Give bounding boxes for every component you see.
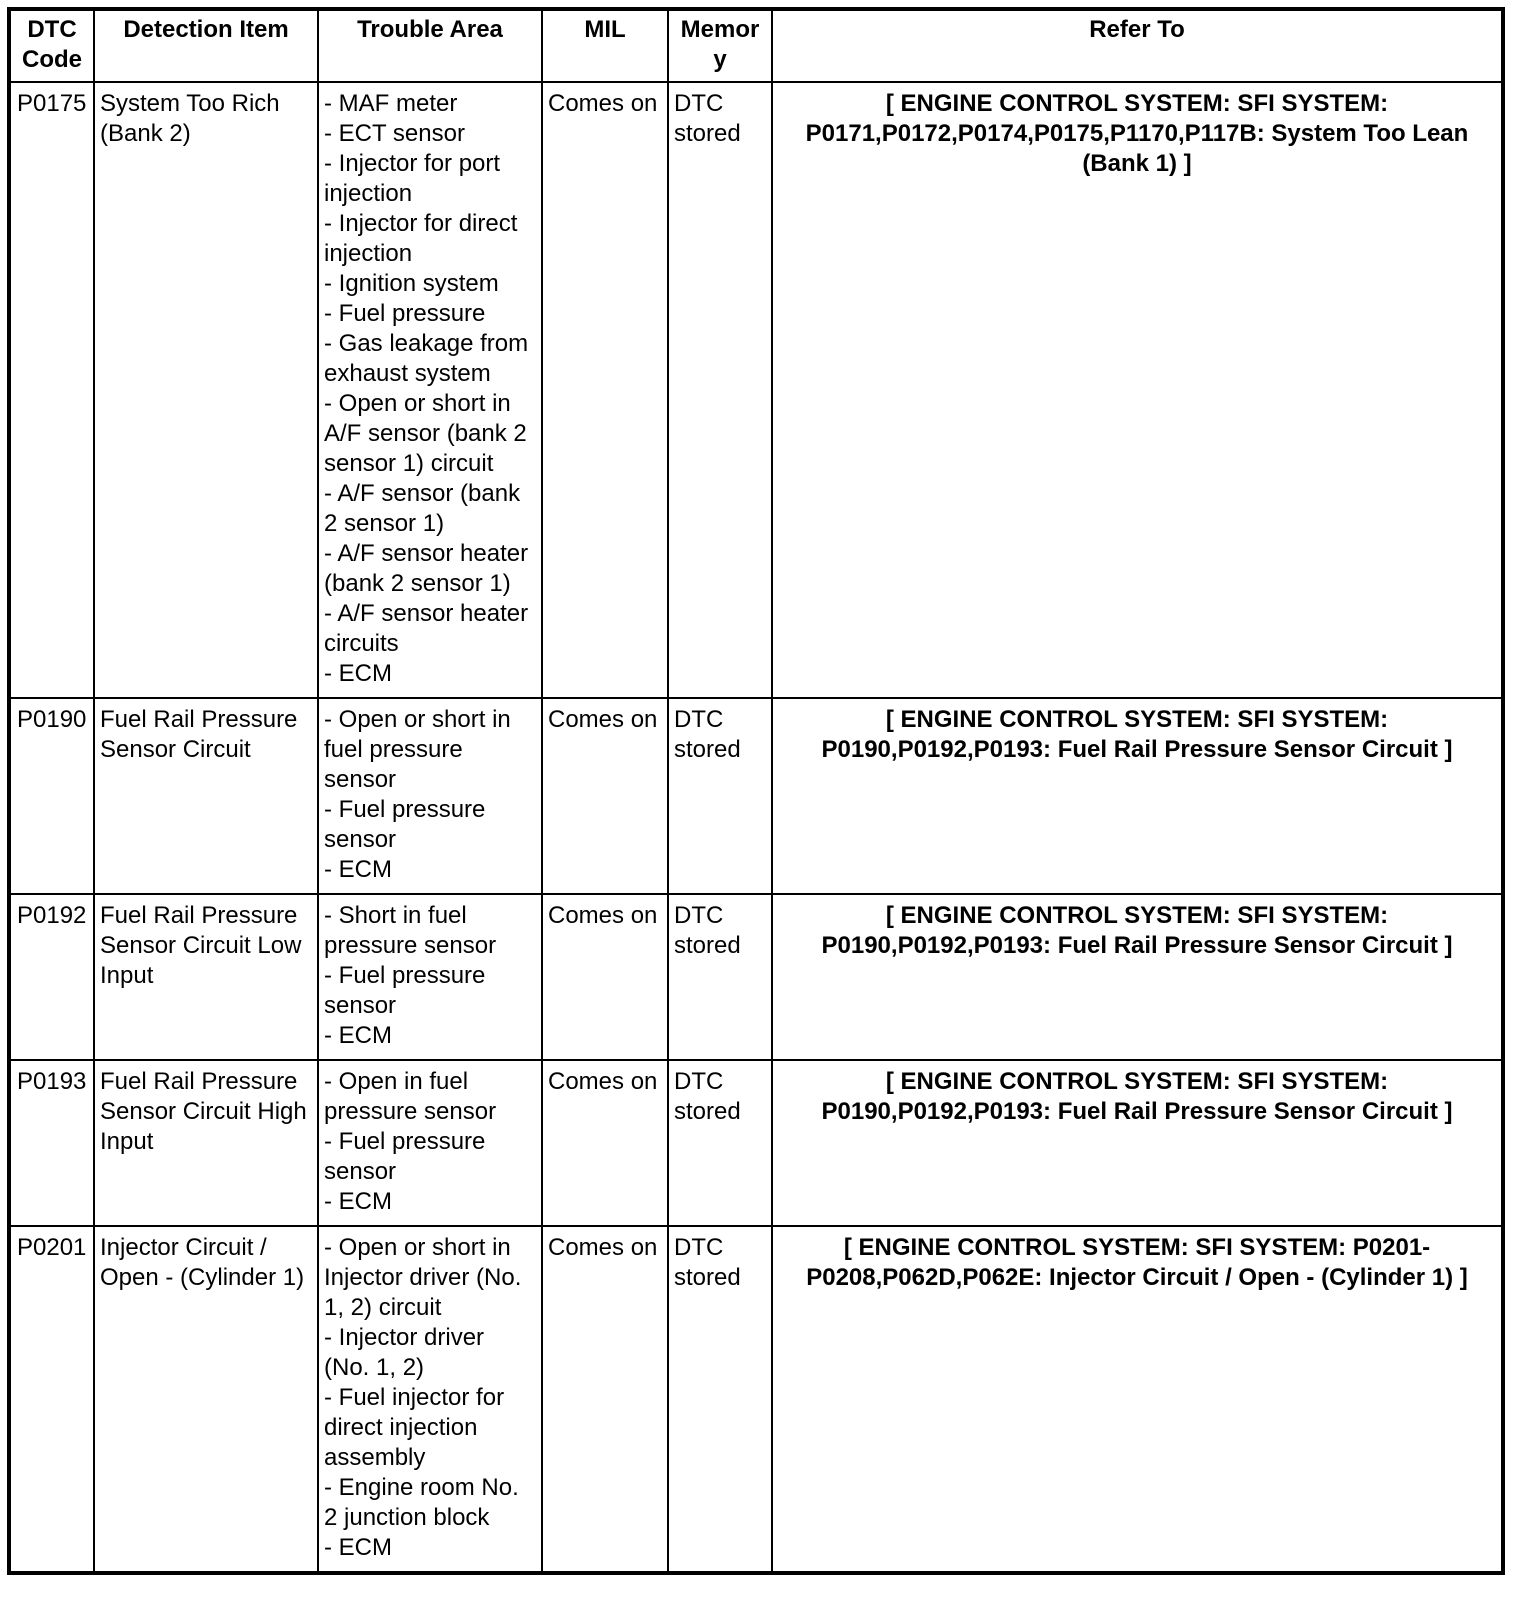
refer-to-link[interactable]: [ ENGINE CONTROL SYSTEM: SFI SYSTEM: P0190,P0192,P0193: Fuel Rail Pressure Sensor Circuit ] [772,1060,1503,1226]
dtc-table [7,7,1505,1575]
table-row [9,894,1503,1060]
trouble-area-line: - Injector for port injection [324,150,501,207]
memory-cell: DTC stored [668,894,772,1060]
trouble-area-line: - Injector for direct injection [324,210,518,267]
trouble-area-line: - Fuel pressure sensor [324,1128,486,1185]
header-row [9,9,1503,82]
header-dtc-code: DTC Code [9,9,94,82]
trouble-area-line: - Injector driver (No. 1, 2) [324,1324,485,1381]
memory-cell: DTC stored [668,698,772,894]
trouble-area-line: - Ignition system [324,270,499,297]
header-detection-item: Detection Item [94,9,318,82]
trouble-area-line: - Gas leakage from exhaust system [324,330,529,387]
trouble-area-line: - ECT sensor [324,120,465,147]
trouble-area-line: - ECM [324,1534,392,1561]
trouble-area-cell [318,698,542,894]
mil-cell: Comes on [542,698,668,894]
trouble-area-line: - Fuel pressure [324,300,486,327]
table-row [9,1060,1503,1226]
refer-to-link[interactable]: [ ENGINE CONTROL SYSTEM: SFI SYSTEM: P0171,P0172,P0174,P0175,P1170,P117B: System Too Lean (Bank 1) ] [772,82,1503,698]
trouble-area-cell [318,1060,542,1226]
table-row [9,82,1503,698]
detection-item-cell: System Too Rich (Bank 2) [94,82,318,698]
trouble-area-line: - ECM [324,1022,392,1049]
refer-to-link[interactable]: [ ENGINE CONTROL SYSTEM: SFI SYSTEM: P0190,P0192,P0193: Fuel Rail Pressure Sensor Circuit ] [772,894,1503,1060]
memory-cell: DTC stored [668,82,772,698]
header-trouble-area: Trouble Area [318,9,542,82]
trouble-area-line: - A/F sensor (bank 2 sensor 1) [324,480,521,537]
dtc-code-cell: P0190 [9,698,94,894]
dtc-code-cell: P0193 [9,1060,94,1226]
trouble-area-line: - MAF meter [324,90,458,117]
trouble-area-line: - Fuel injector for direct injection assembly [324,1384,505,1471]
trouble-area-line: - Fuel pressure sensor [324,796,486,853]
table-row [9,1226,1503,1573]
detection-item-cell: Fuel Rail Pressure Sensor Circuit High Input [94,1060,318,1226]
header-refer-to: Refer To [772,9,1503,82]
refer-to-link[interactable]: [ ENGINE CONTROL SYSTEM: SFI SYSTEM: P0190,P0192,P0193: Fuel Rail Pressure Sensor Circuit ] [772,698,1503,894]
trouble-area-line: - ECM [324,856,392,883]
trouble-area-line: - Fuel pressure sensor [324,962,486,1019]
detection-item-cell: Fuel Rail Pressure Sensor Circuit Low Input [94,894,318,1060]
trouble-area-line: - A/F sensor heater (bank 2 sensor 1) [324,540,529,597]
trouble-area-line: - Open or short in A/F sensor (bank 2 sensor 1) circuit [324,390,527,477]
detection-item-cell: Fuel Rail Pressure Sensor Circuit [94,698,318,894]
mil-cell: Comes on [542,82,668,698]
mil-cell: Comes on [542,1226,668,1573]
header-mil: MIL [542,9,668,82]
trouble-area-line: - Short in fuel pressure sensor [324,902,497,959]
table-row [9,698,1503,894]
memory-cell: DTC stored [668,1226,772,1573]
trouble-area-line: - ECM [324,660,392,687]
table-header [9,9,1503,82]
trouble-area-cell [318,894,542,1060]
trouble-area-cell [318,1226,542,1573]
mil-cell: Comes on [542,1060,668,1226]
trouble-area-line: - Engine room No. 2 junction block [324,1474,519,1531]
trouble-area-line: - Open in fuel pressure sensor [324,1068,497,1125]
dtc-code-cell: P0192 [9,894,94,1060]
memory-cell: DTC stored [668,1060,772,1226]
detection-item-cell: Injector Circuit / Open - (Cylinder 1) [94,1226,318,1573]
mil-cell: Comes on [542,894,668,1060]
dtc-code-cell: P0175 [9,82,94,698]
trouble-area-line: - Open or short in fuel pressure sensor [324,706,511,793]
trouble-area-line: - A/F sensor heater circuits [324,600,529,657]
trouble-area-line: - ECM [324,1188,392,1215]
refer-to-link[interactable]: [ ENGINE CONTROL SYSTEM: SFI SYSTEM: P0201-P0208,P062D,P062E: Injector Circuit / Open - (Cylinder 1) ] [772,1226,1503,1573]
dtc-code-cell: P0201 [9,1226,94,1573]
trouble-area-line: - Open or short in Injector driver (No. 1, 2) circuit [324,1234,522,1321]
table-body [9,82,1503,1573]
trouble-area-cell [318,82,542,698]
header-memory: Memory [668,9,772,82]
